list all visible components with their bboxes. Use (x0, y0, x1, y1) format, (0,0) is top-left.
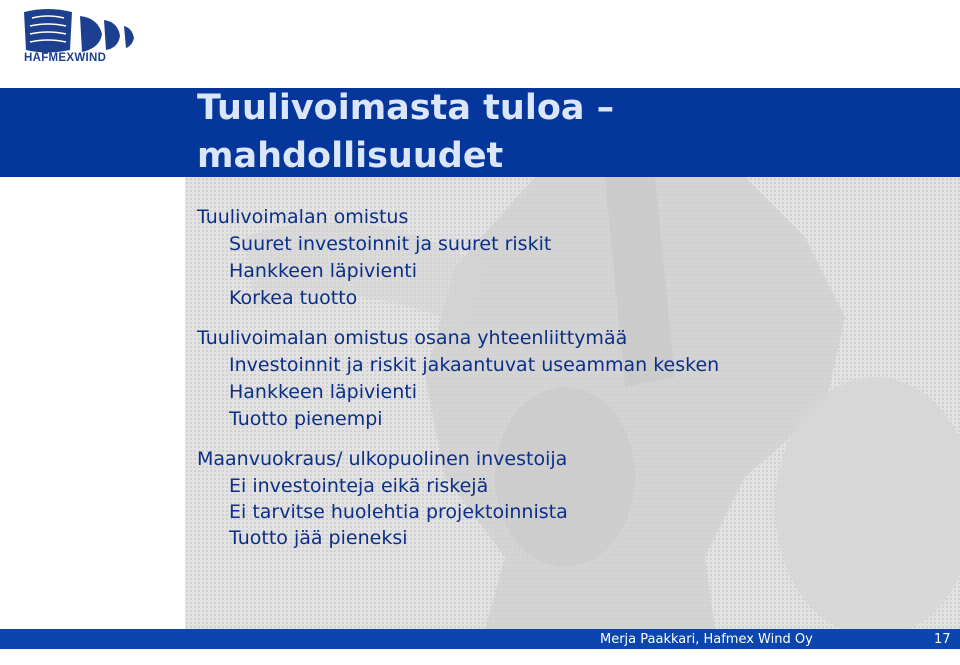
title-line-1: Tuulivoimasta tuloa – (197, 88, 615, 128)
logo-wordmark: HAFMEXWIND (24, 52, 107, 64)
section-2-item: Tuotto pienempi (229, 408, 383, 430)
footer-author: Merja Paakkari, Hafmex Wind Oy (600, 632, 813, 647)
section-3-item: Ei tarvitse huolehtia projektoinnista (229, 501, 568, 523)
section-2-item: Hankkeen läpivienti (229, 381, 418, 403)
section-2-item: Investoinnit ja riskit jakaantuvat useamman kesken (229, 354, 720, 376)
section-3-item: Tuotto jää pieneksi (229, 527, 408, 549)
section-2-heading: Tuulivoimalan omistus osana yhteenliittymää (197, 327, 628, 349)
page-number: 17 (934, 632, 951, 647)
title-line-2: mahdollisuudet (197, 136, 504, 176)
footer-bar (0, 629, 960, 649)
section-1-item: Korkea tuotto (229, 287, 358, 309)
section-1-heading: Tuulivoimalan omistus (197, 206, 409, 228)
section-3-item: Ei investointeja eikä riskejä (229, 475, 489, 497)
section-3-heading: Maanvuokraus/ ulkopuolinen investoija (197, 448, 568, 470)
section-1-item: Suuret investoinnit ja suuret riskit (229, 233, 552, 255)
section-1-item: Hankkeen läpivienti (229, 260, 418, 282)
